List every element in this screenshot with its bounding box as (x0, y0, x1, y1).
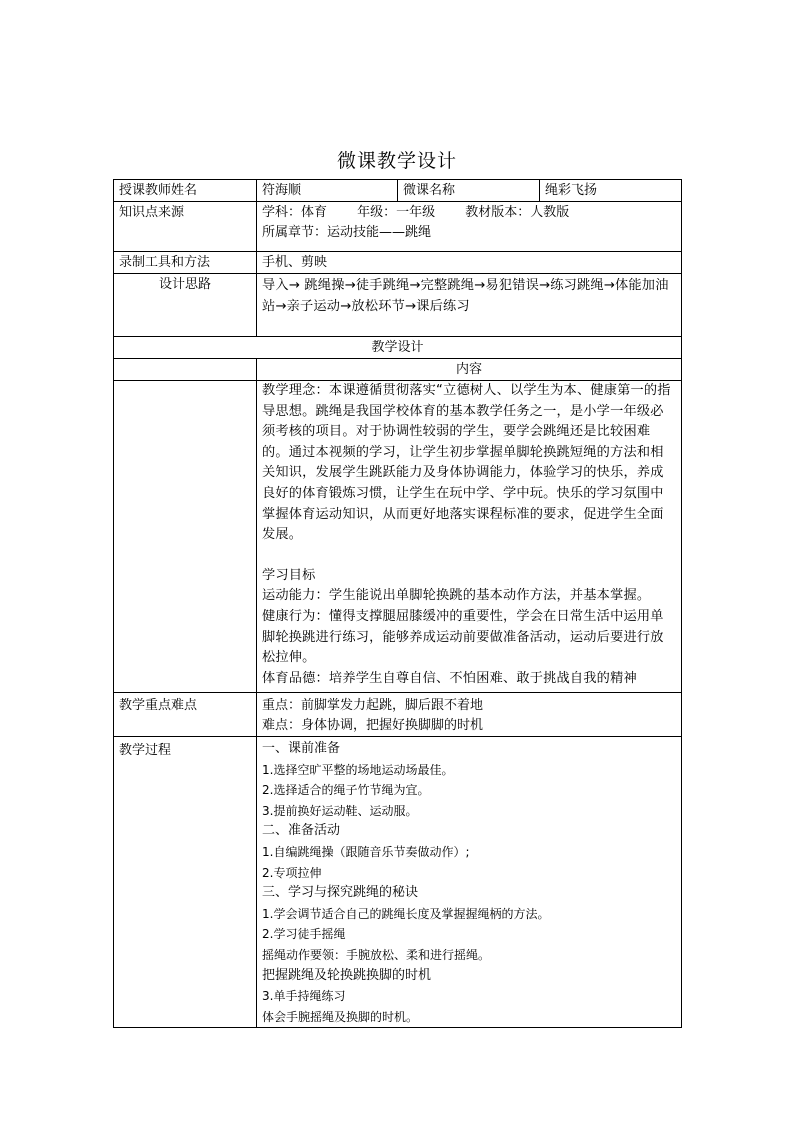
process-row (114, 737, 682, 1028)
process-line: 一、课前准备 (262, 741, 341, 756)
teaching-concept: 教学理念：本课遵循贯彻落实“立德树人、以学生为本、健康第一的指导思想。跳绳是我国学校体育的基本教学任务之一，是小学一年级必须考核的项目。对于协调性较弱的学生，要学会跳绳还是比较困难的。通过本视频的学习，让学生初步掌握单脚轮换跳短绳的方法和相关知识，发展学生跳跃能力及身体协调能力，体验学习的快乐，养成良好的体育锻炼习惯，让学生在玩中学、学中玩。快乐的学习氛围中掌握体育运动知识，从而更好地落实课程标准的要求，促进学生全面发展。 (262, 383, 671, 543)
content-row (114, 381, 682, 693)
process-line: 2.选择适合的绳子竹节绳为宜。 (262, 783, 430, 798)
idea-value: 导入→ 跳绳操→徒手跳绳→完整跳绳→易犯错误→练习跳绳→体能加油站→亲子运动→放松环节→课后练习 (257, 274, 682, 337)
process-line: 三、学习与探究跳绳的秘诀 (262, 885, 419, 901)
key-label: 教学重点难点 (114, 693, 257, 737)
lesson-design-table (113, 179, 682, 1028)
content-header: 内容 (257, 359, 682, 381)
content-row-blank (114, 381, 257, 693)
process-line: 1.学会调节适合自己的跳绳长度及掌握握绳柄的方法。 (262, 906, 550, 921)
source-label: 知识点来源 (114, 202, 257, 252)
teacher-row (114, 180, 682, 202)
process-line: 体会手腕摇绳及换脚的时机。 (262, 1009, 419, 1024)
process-line: 摇绳动作要领：手腕放松、柔和进行摇绳。 (262, 947, 491, 962)
process-label: 教学过程 (114, 737, 257, 1028)
source-value (257, 202, 682, 252)
process-line: 2.学习徒手摇绳 (262, 927, 346, 942)
process-line: 二、准备活动 (262, 823, 341, 839)
course-value: 绳彩飞扬 (540, 180, 682, 202)
goal-motor: 运动能力：学生能说出单脚轮换跳的基本动作方法，并基本掌握。 (262, 588, 651, 604)
content-header-row (114, 359, 682, 381)
content-body (257, 381, 682, 693)
process-line: 2.专项拉伸 (262, 865, 322, 880)
course-label: 微课名称 (398, 180, 540, 202)
page-title: 微课教学设计 (336, 150, 457, 172)
key-difficulty: 难点：身体协调，把握好换脚脚的时机 (262, 718, 484, 733)
key-value (257, 693, 682, 737)
subject-line: 学科：体育 年级：一年级 教材版本：人教版 (262, 205, 570, 220)
idea-label: 设计思路 (114, 274, 257, 337)
goal-health: 健康行为：懂得支撑腿屈膝缓冲的重要性，学会在日常生活中运用单脚轮换跳进行练习，能够养成运动前要做准备活动，运动后要进行放松拉伸。 (262, 608, 664, 666)
idea-row (114, 274, 682, 337)
spacer (262, 546, 676, 566)
goal-moral: 体育品德：培养学生自尊自信、不怕困难、敢于挑战自我的精神 (262, 670, 637, 686)
process-value (257, 737, 682, 1028)
key-focus: 重点：前脚掌发力起跳，脚后跟不着地 (262, 698, 484, 713)
tools-row (114, 252, 682, 274)
content-header-blank (114, 359, 257, 381)
source-row (114, 202, 682, 252)
tools-value: 手机、剪映 (257, 252, 682, 274)
chapter-line: 所属章节：运动技能——跳绳 (262, 225, 432, 240)
design-header-row (114, 337, 682, 359)
process-line: 把握跳绳及轮换跳换脚的时机 (262, 967, 432, 983)
process-line: 3.单手持绳练习 (262, 989, 346, 1004)
process-line: 1.自编跳绳操（跟随音乐节奏做动作）; (262, 844, 470, 859)
teacher-label: 授课教师姓名 (114, 180, 257, 202)
key-row (114, 693, 682, 737)
design-header: 教学设计 (114, 337, 682, 359)
teacher-value: 符海顺 (257, 180, 398, 202)
goals-title: 学习目标 (262, 567, 316, 583)
process-line: 3.提前换好运动鞋、运动服。 (262, 803, 418, 818)
tools-label: 录制工具和方法 (114, 252, 257, 274)
process-line: 1.选择空旷平整的场地运动场最佳。 (262, 762, 454, 777)
